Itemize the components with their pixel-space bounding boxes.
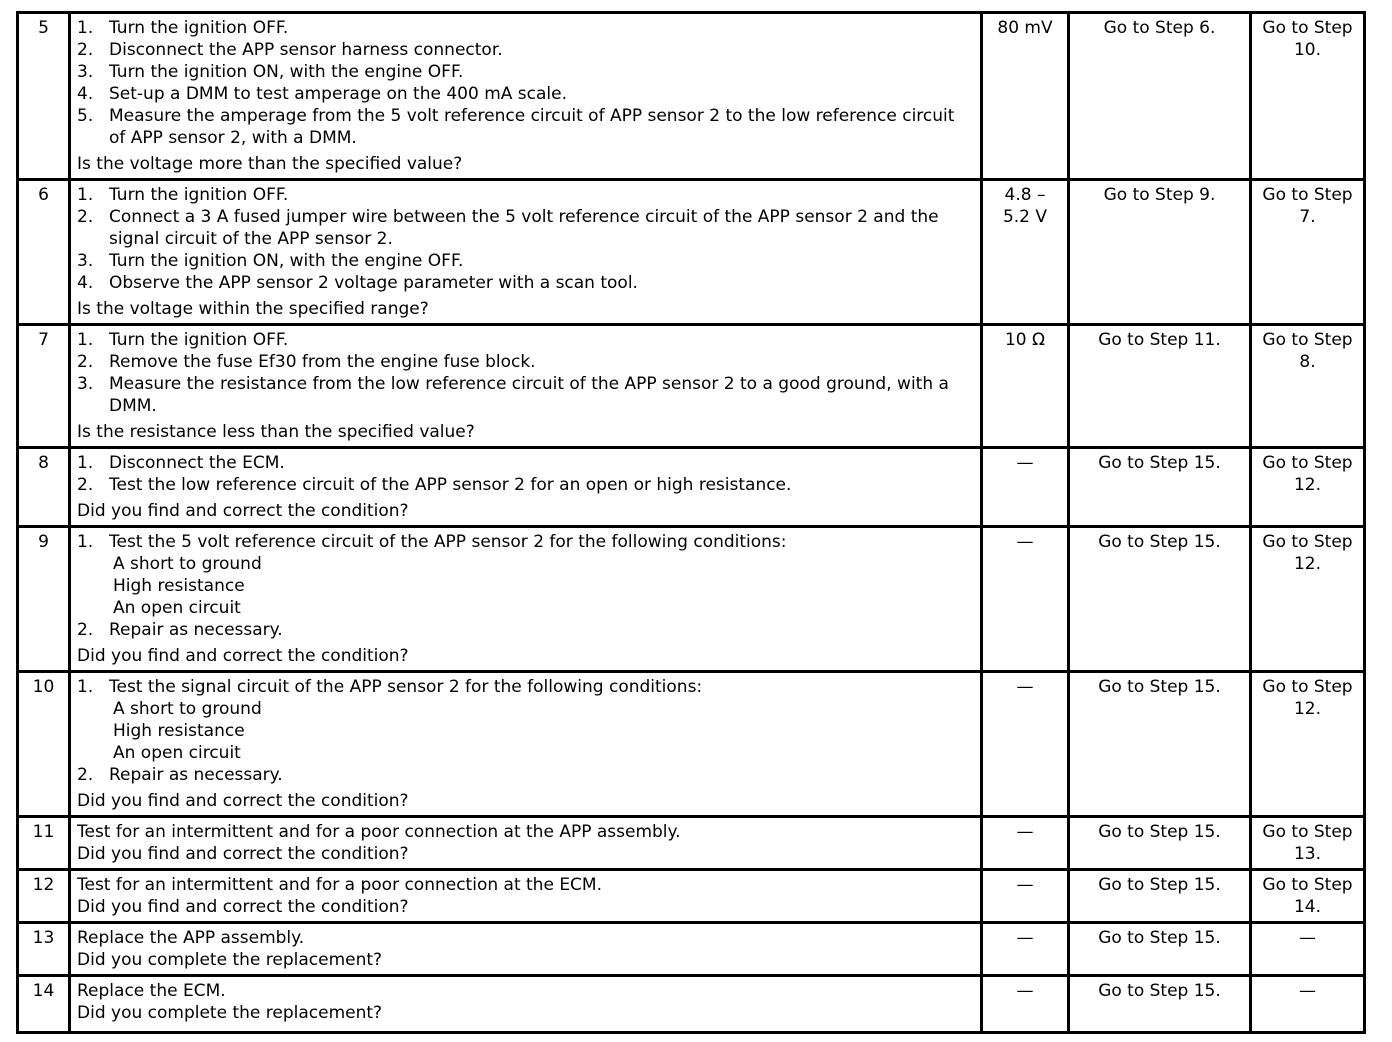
step-action [70, 817, 982, 870]
step-number: 7 [18, 325, 70, 448]
action-text: Test for an intermittent and for a poor connection at the APP assembly. [77, 822, 681, 842]
action-list [77, 329, 974, 417]
step-question: Did you find and correct the condition? [77, 844, 409, 864]
table-row [18, 527, 1365, 672]
list-item-number: 3. [77, 251, 94, 271]
list-item-number: 2. [77, 207, 94, 227]
action-list [77, 184, 974, 294]
condition-item: High resistance [113, 721, 245, 741]
specified-value: — [982, 870, 1069, 923]
action-list [77, 452, 974, 496]
list-item-body [109, 676, 974, 698]
list-item-number: 2. [77, 620, 94, 640]
list-item [77, 351, 974, 373]
step-action [70, 13, 982, 180]
yes-action: Go to Step 9. [1069, 180, 1251, 325]
list-item [77, 474, 974, 496]
table-row [18, 976, 1365, 1033]
step-action [70, 448, 982, 527]
list-item-number: 2. [77, 765, 94, 785]
list-item-text: Test the low reference circuit of the APP sensor 2 for an open or high resistance. [109, 475, 792, 495]
list-item-number: 2. [77, 40, 94, 60]
list-item-number: 1. [77, 453, 94, 473]
no-action: — [1251, 976, 1365, 1033]
table-row [18, 448, 1365, 527]
step-number: 14 [18, 976, 70, 1033]
step-action [70, 672, 982, 817]
list-item-text: Connect a 3 A fused jumper wire between the 5 volt reference circuit of the APP sensor 2 and the signal circuit of the APP sensor 2. [109, 207, 939, 249]
condition-item: An open circuit [113, 598, 241, 618]
no-action: Go to Step 12. [1251, 448, 1365, 527]
action-list [77, 17, 974, 149]
specified-value: 80 mV [982, 13, 1069, 180]
list-item-text: Observe the APP sensor 2 voltage parameter with a scan tool. [109, 273, 638, 293]
yes-action: Go to Step 15. [1069, 923, 1251, 976]
list-item-number: 1. [77, 677, 94, 697]
step-question: Did you find and correct the condition? [77, 501, 409, 521]
step-number: 11 [18, 817, 70, 870]
list-item-text: Repair as necessary. [109, 765, 283, 785]
list-item [77, 272, 974, 294]
list-item-number: 3. [77, 374, 94, 394]
specified-value: — [982, 976, 1069, 1033]
specified-value: — [982, 672, 1069, 817]
action-text: Replace the ECM. [77, 981, 226, 1001]
step-question: Is the resistance less than the specified value? [77, 422, 475, 442]
list-item-text: Test the 5 volt reference circuit of the APP sensor 2 for the following conditions: [109, 532, 787, 552]
table-row [18, 923, 1365, 976]
list-item-text: Turn the ignition ON, with the engine OFF. [109, 62, 464, 82]
list-item-text: Turn the ignition ON, with the engine OFF. [109, 251, 464, 271]
list-item [77, 105, 974, 149]
table-row [18, 672, 1365, 817]
step-action [70, 923, 982, 976]
list-item-text: Turn the ignition OFF. [109, 18, 289, 38]
no-action: Go to Step 10. [1251, 13, 1365, 180]
list-item-text: Disconnect the ECM. [109, 453, 285, 473]
list-item [77, 206, 974, 250]
list-item-body [109, 531, 974, 553]
yes-action: Go to Step 11. [1069, 325, 1251, 448]
no-action: Go to Step 7. [1251, 180, 1365, 325]
list-item-number: 3. [77, 62, 94, 82]
condition-item: High resistance [113, 576, 245, 596]
list-item-number: 1. [77, 532, 94, 552]
no-action: Go to Step 12. [1251, 527, 1365, 672]
list-item [77, 184, 974, 206]
yes-action: Go to Step 15. [1069, 870, 1251, 923]
list-item-number: 1. [77, 185, 94, 205]
step-number: 8 [18, 448, 70, 527]
step-number: 13 [18, 923, 70, 976]
step-number: 5 [18, 13, 70, 180]
no-action: Go to Step 12. [1251, 672, 1365, 817]
list-item [77, 764, 974, 786]
list-item [77, 61, 974, 83]
yes-action: Go to Step 15. [1069, 672, 1251, 817]
list-item [77, 676, 974, 698]
condition-item: A short to ground [113, 554, 262, 574]
list-item [77, 39, 974, 61]
specified-value: — [982, 448, 1069, 527]
list-item [77, 329, 974, 351]
step-question: Is the voltage within the specified range? [77, 299, 429, 319]
list-item-text: Test the signal circuit of the APP sensor 2 for the following conditions: [109, 677, 703, 697]
step-number: 9 [18, 527, 70, 672]
list-item-text: Measure the amperage from the 5 volt reference circuit of APP sensor 2 to the low reference circuit of APP sensor 2, with a DMM. [109, 106, 955, 148]
no-action: — [1251, 923, 1365, 976]
no-action: Go to Step 8. [1251, 325, 1365, 448]
action-text: Test for an intermittent and for a poor connection at the ECM. [77, 875, 602, 895]
list-item-text: Measure the resistance from the low reference circuit of the APP sensor 2 to a good ground, with a DMM. [109, 374, 949, 416]
list-item [77, 531, 974, 553]
list-item-text: Disconnect the APP sensor harness connector. [109, 40, 503, 60]
step-number: 12 [18, 870, 70, 923]
list-item [77, 452, 974, 474]
step-action [70, 527, 982, 672]
no-action: Go to Step 13. [1251, 817, 1365, 870]
step-question: Is the voltage more than the specified value? [77, 154, 463, 174]
list-item-number: 1. [77, 18, 94, 38]
list-item [77, 17, 974, 39]
action-list [77, 676, 974, 786]
yes-action: Go to Step 15. [1069, 527, 1251, 672]
diagnostic-table [16, 11, 1366, 1034]
list-item-number: 2. [77, 475, 94, 495]
list-item-text: Set-up a DMM to test amperage on the 400 mA scale. [109, 84, 568, 104]
step-question: Did you complete the replacement? [77, 950, 383, 970]
list-item [77, 83, 974, 105]
step-number: 10 [18, 672, 70, 817]
specified-value: — [982, 923, 1069, 976]
list-item-number: 1. [77, 330, 94, 350]
table-row [18, 325, 1365, 448]
step-question: Did you find and correct the condition? [77, 791, 409, 811]
list-item-number: 4. [77, 84, 94, 104]
table-row [18, 870, 1365, 923]
step-action [70, 976, 982, 1033]
specified-value: — [982, 527, 1069, 672]
step-question: Did you complete the replacement? [77, 1003, 383, 1023]
list-item [77, 250, 974, 272]
list-item-number: 5. [77, 106, 94, 126]
condition-item: A short to ground [113, 699, 262, 719]
yes-action: Go to Step 15. [1069, 976, 1251, 1033]
specified-value: 10 Ω [982, 325, 1069, 448]
yes-action: Go to Step 15. [1069, 817, 1251, 870]
list-item-text: Turn the ignition OFF. [109, 330, 289, 350]
no-action: Go to Step 14. [1251, 870, 1365, 923]
step-question: Did you find and correct the condition? [77, 897, 409, 917]
yes-action: Go to Step 15. [1069, 448, 1251, 527]
table-row [18, 13, 1365, 180]
condition-item: An open circuit [113, 743, 241, 763]
list-item-text: Remove the fuse Ef30 from the engine fuse block. [109, 352, 536, 372]
specified-value: 4.8 – 5.2 V [982, 180, 1069, 325]
table-row [18, 817, 1365, 870]
list-item-text: Repair as necessary. [109, 620, 283, 640]
list-item [77, 619, 974, 641]
step-action [70, 180, 982, 325]
table-row [18, 180, 1365, 325]
list-item-number: 2. [77, 352, 94, 372]
specified-value: — [982, 817, 1069, 870]
step-question: Did you find and correct the condition? [77, 646, 409, 666]
step-action [70, 870, 982, 923]
list-item-text: Turn the ignition OFF. [109, 185, 289, 205]
action-text: Replace the APP assembly. [77, 928, 305, 948]
list-item-number: 4. [77, 273, 94, 293]
step-action [70, 325, 982, 448]
list-item [77, 373, 974, 417]
table-body [18, 13, 1365, 1033]
step-number: 6 [18, 180, 70, 325]
yes-action: Go to Step 6. [1069, 13, 1251, 180]
action-list [77, 531, 974, 641]
